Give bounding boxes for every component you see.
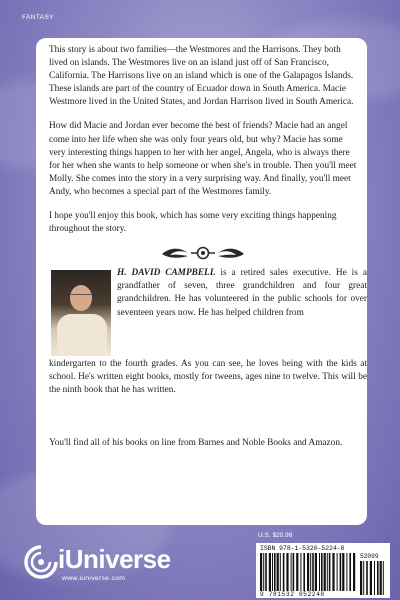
ornament-divider-icon (49, 245, 357, 261)
author-photo (51, 270, 111, 356)
author-bio-continued: kindergarten to the fourth grades. As you can see, he loves being with the kids at school. He's written eight books, mostly for tweens, ages nine to twelve. This will be the ninth book that he has written. (49, 359, 367, 396)
barcode-icon (260, 553, 356, 591)
isbn-barcode (256, 543, 390, 598)
genre-label: FANTASY (22, 14, 54, 21)
synopsis-paragraph-3: I hope you'll enjoy this book, which has some very exciting things happening throughout the story. (49, 211, 337, 235)
publisher-name: iUniverse (58, 544, 171, 574)
author-bio-text-1: is a retired sales executive. He is a grandfather of seven, three grandchildren and four great grandchildren. He has volunteered in the public schools for over seventeen years now. He has helped children from (117, 268, 367, 318)
closing-paragraph: You'll find all of his books on line from Barnes and Noble Books and Amazon. (49, 438, 343, 449)
author-name: H. DAVID CAMPBELL (117, 268, 216, 279)
price-addon-code: 52099 (360, 553, 379, 560)
publisher-logo (24, 541, 174, 591)
author-section (49, 267, 367, 429)
addon-barcode-icon (360, 561, 386, 595)
synopsis-paragraph-2: How did Macie and Jordan ever become the best of friends? Macie had an angel come into her life when she was only four years old, but why? Macie has some very interesting things happen to her with her angel, Angela, who is always there for her when she wants to help someone or when she's in trouble. Then you'll meet Molly. She comes into the story in a very surprising way. And finally, you'll meet Andy, who becomes a special part of the Westmores family. (49, 121, 357, 197)
isbn-text: ISBN 978-1-5320-5224-8 (260, 545, 345, 552)
author-bio (117, 267, 367, 319)
publisher-url: www.iuniverse.com (62, 575, 126, 582)
price-label: U.S. $20.99 (258, 532, 293, 539)
description-panel (36, 38, 367, 525)
synopsis-paragraph-1: This story is about two families—the Westmores and the Harrisons. They both lived on islands. The Westmores live on an island just off of San Francisco, California. The Harrisons live on an island which is one of the Galapagos Islands. These islands are part of the country of Ecuador down in South America. Macie Westmore lived in the United States, and Jordan Harrison lived in South America. (49, 45, 354, 108)
barcode-digits: 9 781532 052248 (260, 591, 325, 598)
iuniverse-swirl-icon (24, 545, 58, 579)
